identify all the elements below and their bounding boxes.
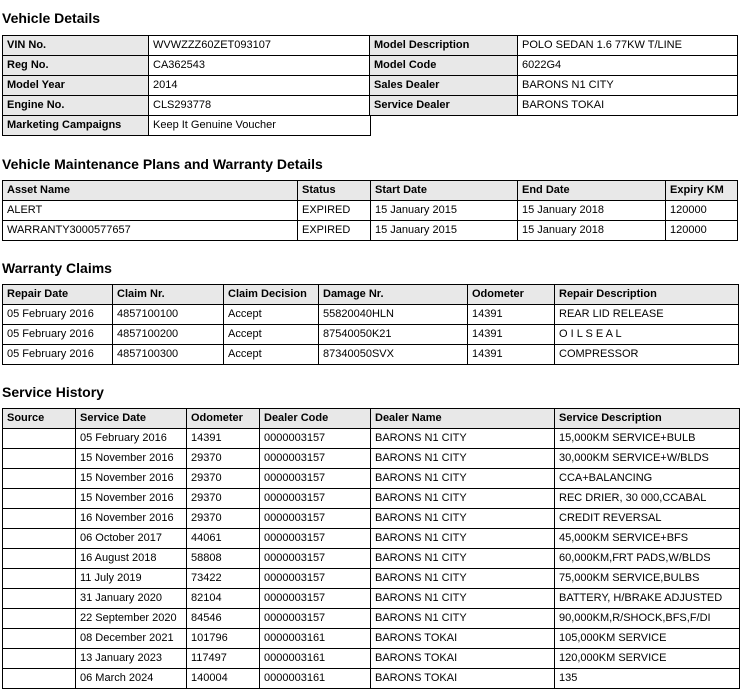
vehicle-detail-row xyxy=(370,36,738,56)
service-history-cell: 0000003157 xyxy=(260,449,371,469)
service-history-cell: 135 xyxy=(555,669,740,689)
service-history-row xyxy=(3,629,740,649)
warranty-claim-cell: COMPRESSOR xyxy=(555,345,739,365)
maintenance-cell: 15 January 2015 xyxy=(371,201,518,221)
service-history-cell: 30,000KM SERVICE+W/BLDS xyxy=(555,449,740,469)
service-history-cell xyxy=(3,649,76,669)
maintenance-column-header[interactable]: End Date xyxy=(518,181,666,201)
service-history-row xyxy=(3,649,740,669)
service-history-cell: 120,000KM SERVICE xyxy=(555,649,740,669)
vehicle-detail-value: CLS293778 xyxy=(149,96,371,116)
warranty-claim-cell: 87540050K21 xyxy=(319,325,468,345)
service-history-cell: BARONS N1 CITY xyxy=(371,529,555,549)
warranty-claim-row xyxy=(3,345,739,365)
service-history-column-header[interactable]: Service Date xyxy=(76,409,187,429)
maintenance-title: Vehicle Maintenance Plans and Warranty Details xyxy=(2,156,323,172)
warranty-claim-cell: 4857100100 xyxy=(113,305,224,325)
service-history-column-header[interactable]: Dealer Name xyxy=(371,409,555,429)
service-history-cell: 73422 xyxy=(187,569,260,589)
vehicle-detail-label: Model Code xyxy=(370,56,518,76)
maintenance-cell: 15 January 2018 xyxy=(518,201,666,221)
warranty-claim-column-header[interactable]: Claim Nr. xyxy=(113,285,224,305)
service-history-table xyxy=(2,408,740,689)
vehicle-detail-label: Marketing Campaigns xyxy=(3,116,149,136)
service-history-cell: 11 July 2019 xyxy=(76,569,187,589)
service-history-cell: 06 March 2024 xyxy=(76,669,187,689)
warranty-claim-cell: Accept xyxy=(224,345,319,365)
service-history-cell xyxy=(3,529,76,549)
service-history-cell: 15 November 2016 xyxy=(76,489,187,509)
maintenance-column-header[interactable]: Status xyxy=(298,181,371,201)
warranty-claim-cell: Accept xyxy=(224,325,319,345)
service-history-cell: 0000003157 xyxy=(260,549,371,569)
vehicle-detail-value: BARONS TOKAI xyxy=(518,96,738,116)
service-history-cell: BARONS N1 CITY xyxy=(371,469,555,489)
warranty-claim-column-header[interactable]: Odometer xyxy=(468,285,555,305)
service-history-cell: 84546 xyxy=(187,609,260,629)
service-history-cell: 08 December 2021 xyxy=(76,629,187,649)
warranty-claim-column-header[interactable]: Repair Date xyxy=(3,285,113,305)
vehicle-detail-value: BARONS N1 CITY xyxy=(518,76,738,96)
maintenance-cell: 120000 xyxy=(666,221,738,241)
service-history-cell: 14391 xyxy=(187,429,260,449)
service-history-column-header[interactable]: Source xyxy=(3,409,76,429)
service-history-cell: 101796 xyxy=(187,629,260,649)
vehicle-details-left-table xyxy=(2,35,371,136)
maintenance-header-row xyxy=(3,181,738,201)
vehicle-detail-label: Engine No. xyxy=(3,96,149,116)
vehicle-details-title: Vehicle Details xyxy=(2,10,101,26)
maintenance-cell: EXPIRED xyxy=(298,201,371,221)
service-history-column-header[interactable]: Service Description xyxy=(555,409,740,429)
warranty-claim-cell: 05 February 2016 xyxy=(3,345,113,365)
service-history-cell: 140004 xyxy=(187,669,260,689)
warranty-claim-column-header[interactable]: Damage Nr. xyxy=(319,285,468,305)
service-history-cell: 16 August 2018 xyxy=(76,549,187,569)
service-history-cell xyxy=(3,469,76,489)
warranty-claim-cell: 87340050SVX xyxy=(319,345,468,365)
service-history-cell: BARONS N1 CITY xyxy=(371,569,555,589)
vehicle-detail-label: Sales Dealer xyxy=(370,76,518,96)
warranty-claim-cell: 14391 xyxy=(468,305,555,325)
service-history-cell: 0000003157 xyxy=(260,489,371,509)
service-history-column-header[interactable]: Dealer Code xyxy=(260,409,371,429)
warranty-claim-cell: 14391 xyxy=(468,325,555,345)
service-history-cell: 22 September 2020 xyxy=(76,609,187,629)
maintenance-cell: 15 January 2015 xyxy=(371,221,518,241)
warranty-claim-row xyxy=(3,325,739,345)
maintenance-cell: EXPIRED xyxy=(298,221,371,241)
service-history-cell xyxy=(3,569,76,589)
service-history-cell: BARONS TOKAI xyxy=(371,629,555,649)
service-history-cell: BARONS N1 CITY xyxy=(371,609,555,629)
warranty-claim-header-row xyxy=(3,285,739,305)
maintenance-cell: 120000 xyxy=(666,201,738,221)
warranty-claim-cell: 4857100300 xyxy=(113,345,224,365)
service-history-cell xyxy=(3,509,76,529)
service-history-cell: 90,000KM,R/SHOCK,BFS,F/DI xyxy=(555,609,740,629)
vehicle-detail-label: Model Description xyxy=(370,36,518,56)
warranty-claim-cell: O I L S E A L xyxy=(555,325,739,345)
service-history-cell: BARONS N1 CITY xyxy=(371,549,555,569)
service-history-row xyxy=(3,669,740,689)
service-history-row xyxy=(3,569,740,589)
vehicle-detail-row xyxy=(3,76,371,96)
vehicle-detail-value: 2014 xyxy=(149,76,371,96)
service-history-title: Service History xyxy=(2,384,104,400)
service-history-row xyxy=(3,589,740,609)
service-history-cell: 0000003157 xyxy=(260,509,371,529)
service-history-cell xyxy=(3,489,76,509)
service-history-row xyxy=(3,609,740,629)
maintenance-column-header[interactable]: Expiry KM xyxy=(666,181,738,201)
service-history-cell: 15 November 2016 xyxy=(76,449,187,469)
warranty-claim-cell: 05 February 2016 xyxy=(3,305,113,325)
service-history-cell: BATTERY, H/BRAKE ADJUSTED xyxy=(555,589,740,609)
maintenance-table xyxy=(2,180,738,241)
maintenance-cell: WARRANTY3000577657 xyxy=(3,221,298,241)
service-history-cell xyxy=(3,429,76,449)
service-history-cell: 0000003157 xyxy=(260,589,371,609)
service-history-cell xyxy=(3,449,76,469)
service-history-cell: 0000003157 xyxy=(260,429,371,449)
service-history-cell: 29370 xyxy=(187,469,260,489)
service-history-cell: BARONS N1 CITY xyxy=(371,429,555,449)
warranty-claim-cell: 05 February 2016 xyxy=(3,325,113,345)
warranty-claim-column-header[interactable]: Repair Description xyxy=(555,285,739,305)
service-history-cell: CREDIT REVERSAL xyxy=(555,509,740,529)
service-history-cell: 44061 xyxy=(187,529,260,549)
service-history-cell: 58808 xyxy=(187,549,260,569)
vehicle-detail-row xyxy=(370,76,738,96)
service-history-cell: 29370 xyxy=(187,489,260,509)
service-history-row xyxy=(3,449,740,469)
maintenance-cell: ALERT xyxy=(3,201,298,221)
service-history-row xyxy=(3,549,740,569)
service-history-cell: 16 November 2016 xyxy=(76,509,187,529)
service-history-row xyxy=(3,509,740,529)
service-history-cell xyxy=(3,669,76,689)
service-history-cell xyxy=(3,629,76,649)
service-history-cell: 15,000KM SERVICE+BULB xyxy=(555,429,740,449)
vehicle-detail-label: Model Year xyxy=(3,76,149,96)
service-history-cell: 75,000KM SERVICE,BULBS xyxy=(555,569,740,589)
service-history-cell: BARONS N1 CITY xyxy=(371,449,555,469)
warranty-claim-cell: REAR LID RELEASE xyxy=(555,305,739,325)
service-history-cell xyxy=(3,609,76,629)
service-history-cell: BARONS N1 CITY xyxy=(371,589,555,609)
service-history-cell: REC DRIER, 30 000,CCABAL xyxy=(555,489,740,509)
service-history-cell: 0000003157 xyxy=(260,569,371,589)
maintenance-row xyxy=(3,201,738,221)
service-history-cell: BARONS N1 CITY xyxy=(371,489,555,509)
maintenance-cell: 15 January 2018 xyxy=(518,221,666,241)
warranty-claim-cell: 55820040HLN xyxy=(319,305,468,325)
vehicle-detail-row xyxy=(3,96,371,116)
vehicle-detail-label: Service Dealer xyxy=(370,96,518,116)
service-history-cell: BARONS TOKAI xyxy=(371,649,555,669)
warranty-claims-title: Warranty Claims xyxy=(2,260,112,276)
vehicle-detail-row xyxy=(3,116,371,136)
service-history-cell: 0000003161 xyxy=(260,669,371,689)
service-history-cell: 05 February 2016 xyxy=(76,429,187,449)
service-history-cell: 82104 xyxy=(187,589,260,609)
vehicle-detail-row xyxy=(370,96,738,116)
vehicle-detail-value: Keep It Genuine Voucher xyxy=(149,116,371,136)
service-history-header-row xyxy=(3,409,740,429)
maintenance-column-header[interactable]: Start Date xyxy=(371,181,518,201)
service-history-column-header[interactable]: Odometer xyxy=(187,409,260,429)
warranty-claim-cell: 14391 xyxy=(468,345,555,365)
vehicle-detail-label: VIN No. xyxy=(3,36,149,56)
vehicle-detail-label: Reg No. xyxy=(3,56,149,76)
vehicle-detail-row xyxy=(370,56,738,76)
vehicle-detail-value: WVWZZZ60ZET093107 xyxy=(149,36,371,56)
service-history-cell: 15 November 2016 xyxy=(76,469,187,489)
service-history-cell: 31 January 2020 xyxy=(76,589,187,609)
service-history-cell: 13 January 2023 xyxy=(76,649,187,669)
service-history-cell xyxy=(3,549,76,569)
service-history-cell: 0000003157 xyxy=(260,529,371,549)
service-history-cell: 45,000KM SERVICE+BFS xyxy=(555,529,740,549)
warranty-claim-column-header[interactable]: Claim Decision xyxy=(224,285,319,305)
service-history-row xyxy=(3,529,740,549)
service-history-cell: 0000003161 xyxy=(260,649,371,669)
service-history-cell: 0000003161 xyxy=(260,629,371,649)
service-history-row xyxy=(3,469,740,489)
service-history-cell: CCA+BALANCING xyxy=(555,469,740,489)
vehicle-detail-value: 6022G4 xyxy=(518,56,738,76)
service-history-cell: BARONS TOKAI xyxy=(371,669,555,689)
service-history-cell: 60,000KM,FRT PADS,W/BLDS xyxy=(555,549,740,569)
maintenance-row xyxy=(3,221,738,241)
service-history-row xyxy=(3,489,740,509)
service-history-cell: 06 October 2017 xyxy=(76,529,187,549)
service-history-cell: BARONS N1 CITY xyxy=(371,509,555,529)
service-history-cell: 105,000KM SERVICE xyxy=(555,629,740,649)
service-history-cell: 0000003157 xyxy=(260,469,371,489)
service-history-cell: 117497 xyxy=(187,649,260,669)
vehicle-detail-row xyxy=(3,36,371,56)
vehicle-detail-value: POLO SEDAN 1.6 77KW T/LINE xyxy=(518,36,738,56)
service-history-cell: 0000003157 xyxy=(260,609,371,629)
warranty-claim-row xyxy=(3,305,739,325)
warranty-claims-table xyxy=(2,284,739,365)
warranty-claim-cell: 4857100200 xyxy=(113,325,224,345)
vehicle-details-right-table xyxy=(369,35,738,116)
maintenance-column-header[interactable]: Asset Name xyxy=(3,181,298,201)
vehicle-detail-value: CA362543 xyxy=(149,56,371,76)
vehicle-detail-row xyxy=(3,56,371,76)
service-history-row xyxy=(3,429,740,449)
service-history-cell: 29370 xyxy=(187,449,260,469)
service-history-cell xyxy=(3,589,76,609)
service-history-cell: 29370 xyxy=(187,509,260,529)
warranty-claim-cell: Accept xyxy=(224,305,319,325)
